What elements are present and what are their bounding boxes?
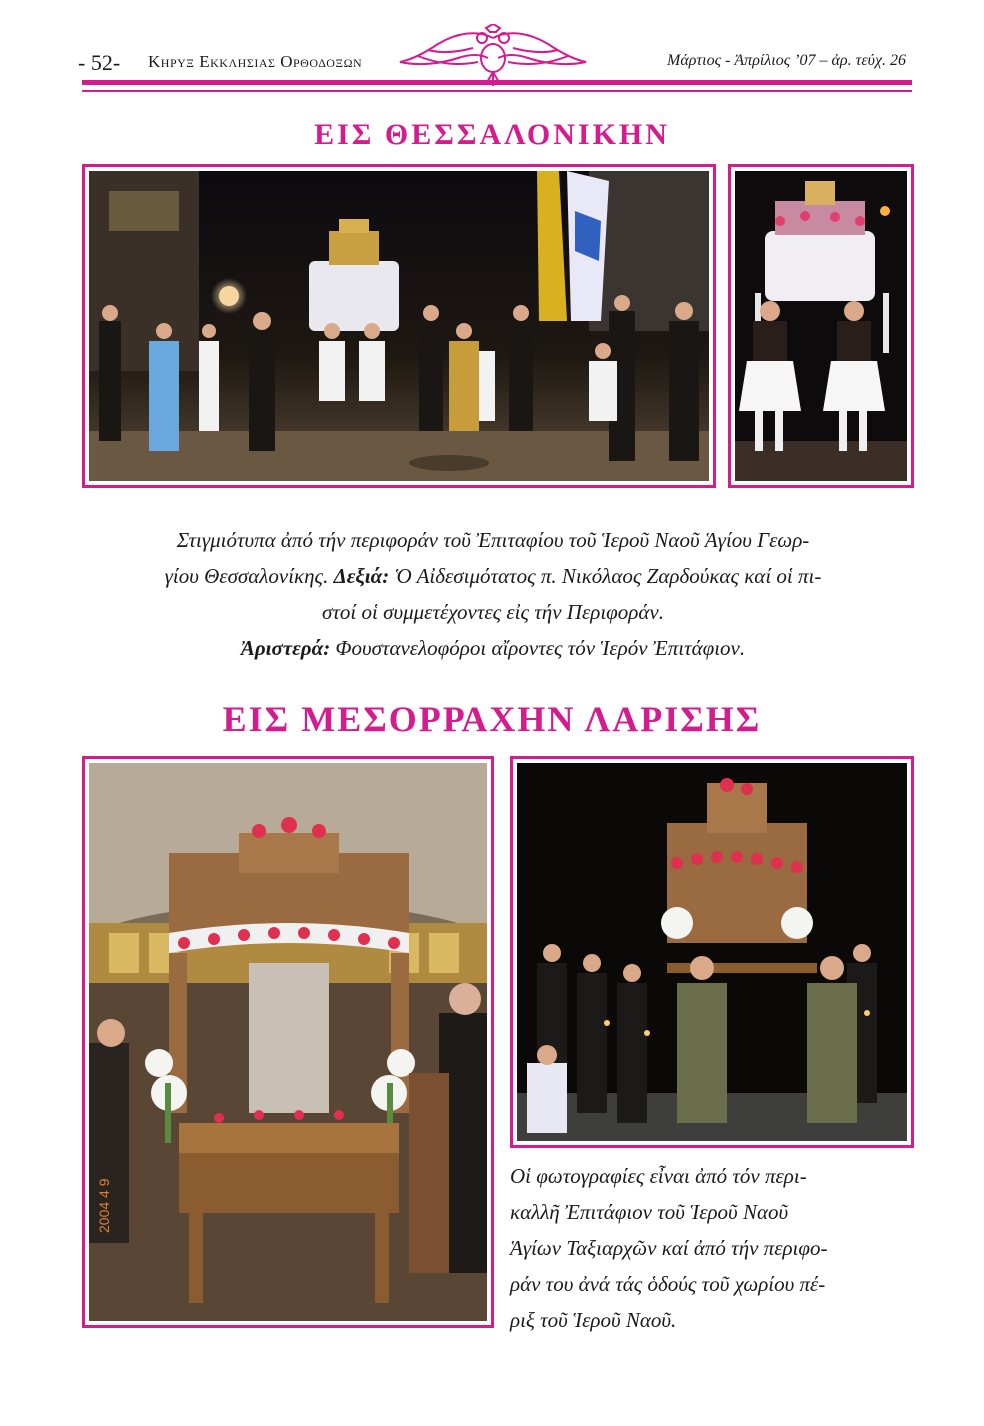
page-header — [0, 0, 984, 110]
section2-caption — [510, 1158, 914, 1338]
photo-date-stamp: 2004 4 9 — [96, 1178, 112, 1233]
journal-title: Κηρυξ Εκκλησιας Ορθοδοξων — [148, 52, 363, 71]
header-rule-thick — [82, 80, 912, 85]
caption2-line5: ριξ τοῦ Ἱεροῦ Ναοῦ. — [510, 1308, 677, 1332]
caption1-line2 — [82, 558, 904, 594]
caption1-line2a: γίου Θεσσαλονίκης. — [164, 564, 334, 588]
photo-procession-thessaloniki-left — [82, 164, 716, 488]
caption1-line4 — [82, 630, 904, 666]
header-rule-thin — [82, 90, 912, 92]
page-number: - 52- — [78, 50, 121, 75]
caption2-line3: Ἁγίων Ταξιαρχῶν καί ἀπό τήν περιφο- — [510, 1236, 828, 1260]
caption2-line1: Οἱ φωτογραφίες εἶναι ἀπό τόν περι- — [510, 1164, 807, 1188]
section1-caption — [82, 522, 904, 666]
photo-fustanella-bearers-right — [728, 164, 914, 488]
soldiers-procession-image — [517, 763, 907, 1141]
caption1-line4-text: Φουστανελοφόροι αἴροντες τόν Ἱερόν Ἐπιτάφιον. — [330, 636, 746, 660]
caption1-line3: στοί οἱ συμμετέχοντες εἰς τήν Περιφοράν. — [322, 600, 664, 624]
photo-epitaphios-interior — [82, 756, 494, 1328]
caption2-line4: ράν του ἀνά τάς ὁδούς τοῦ χωρίου πέ- — [510, 1272, 826, 1296]
caption1-line2b: Ὁ Αἰδεσιμότατος π. Νικόλαος Ζαρδούκας καί οἱ πι- — [389, 564, 822, 588]
double-headed-eagle-emblem — [398, 24, 588, 88]
procession-night-image — [89, 171, 709, 481]
caption2-line2: καλλῆ Ἐπιτάφιον τοῦ Ἱεροῦ Ναοῦ — [510, 1200, 789, 1224]
caption-label-right: Δεξιά: — [333, 564, 390, 588]
caption1-line1: Στιγμιότυπα ἀπό τήν περιφοράν τοῦ Ἐπιταφίου τοῦ Ἱεροῦ Ναοῦ Ἁγίου Γεωρ- — [176, 528, 810, 552]
issue-info: Μάρτιος - Ἀπρίλιος ’07 – ἀρ. τεύχ. 26 — [667, 52, 906, 69]
fustanella-night-image — [735, 171, 907, 481]
caption-label-left: Ἀριστερά: — [240, 636, 331, 660]
epitaphios-interior-image — [89, 763, 487, 1321]
photo-soldiers-procession — [510, 756, 914, 1148]
section2-title: ΕΙΣ ΜΕΣΟΡΡΑΧΗΝ ΛΑΡΙΣΗΣ — [222, 699, 762, 739]
section1-title: ΕΙΣ ΘΕΣΣΑΛΟΝΙΚΗΝ — [314, 118, 670, 151]
